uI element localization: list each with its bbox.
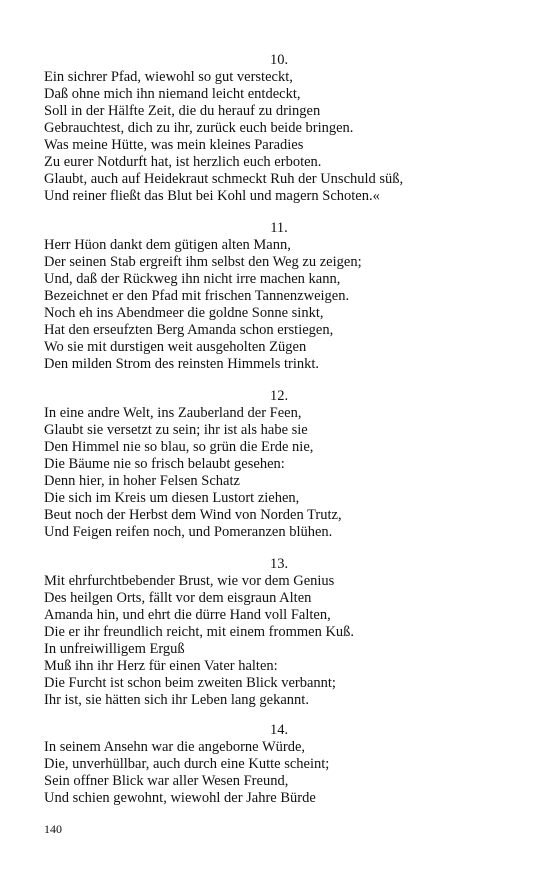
verse-line: Gebrauchtest, dich zu ihr, zurück euch beide bringen. (44, 120, 354, 136)
verse-line: Glaubt, auch auf Heidekraut schmeckt Ruh der Unschuld süß, (44, 171, 404, 187)
stanza-number: 11. (270, 220, 288, 236)
verse-line: Denn hier, in hoher Felsen Schatz (44, 473, 240, 489)
verse-line: Die sich im Kreis um diesen Lustort ziehen, (44, 490, 300, 506)
stanza-10 (44, 52, 514, 205)
verse-line: Was meine Hütte, was mein kleines Paradies (44, 137, 304, 153)
verse-line: Des heilgen Orts, fällt vor dem eisgraun Alten (44, 590, 312, 606)
verse-line: Die er ihr freundlich reicht, mit einem frommen Kuß. (44, 624, 355, 640)
verse-line: Sein offner Blick war aller Wesen Freund, (44, 773, 289, 789)
verse-line: Und schien gewohnt, wiewohl der Jahre Bürde (44, 790, 316, 806)
verse-line: Die Furcht ist schon beim zweiten Blick verbannt; (44, 675, 336, 691)
verse-line: Beut noch der Herbst dem Wind von Norden Trutz, (44, 507, 342, 523)
verse-line: Mit ehrfurchtbebender Brust, wie vor dem Genius (44, 573, 335, 589)
stanza-12 (44, 388, 514, 541)
verse-line: Noch eh ins Abendmeer die goldne Sonne sinkt, (44, 305, 324, 321)
verse-line: Ihr ist, sie hätten sich ihr Leben lang gekannt. (44, 692, 309, 708)
verse-line: Den milden Strom des reinsten Himmels trinkt. (44, 356, 320, 372)
verse-line: In unfreiwilligem Erguß (44, 641, 185, 657)
verse-line: In eine andre Welt, ins Zauberland der Feen, (44, 405, 302, 421)
stanza-13 (44, 556, 514, 709)
stanza-number: 12. (269, 388, 289, 404)
verse-line: Die Bäume nie so frisch belaubt gesehen: (44, 456, 285, 472)
verse-line: Der seinen Stab ergreift ihm selbst den Weg zu zeigen; (44, 254, 362, 270)
verse-line: Hat den erseufzten Berg Amanda schon erstiegen, (44, 322, 334, 338)
stanza-14 (44, 722, 514, 807)
verse-line: Die, unverhüllbar, auch durch eine Kutte scheint; (44, 756, 330, 772)
stanza-number: 13. (269, 556, 289, 572)
verse-line: In seinem Ansehn war die angeborne Würde, (44, 739, 306, 755)
verse-line: Herr Hüon dankt dem gütigen alten Mann, (44, 237, 291, 253)
stanza-number: 10. (269, 52, 289, 68)
verse-line: Amanda hin, und ehrt die dürre Hand voll Falten, (44, 607, 331, 623)
verse-line: Soll in der Hälfte Zeit, die du herauf zu dringen (44, 103, 321, 119)
verse-line: Und Feigen reifen noch, und Pomeranzen blühen. (44, 524, 333, 540)
verse-line: Den Himmel nie so blau, so grün die Erde nie, (44, 439, 314, 455)
verse-line: Und, daß der Rückweg ihn nicht irre machen kann, (44, 271, 341, 287)
verse-line: Bezeichnet er den Pfad mit frischen Tannenzweigen. (44, 288, 350, 304)
page-number: 140 (44, 822, 62, 836)
verse-line: Muß ihn ihr Herz für einen Vater halten: (44, 658, 278, 674)
stanza-11 (44, 220, 514, 373)
verse-line: Wo sie mit durstigen weit ausgeholten Zügen (44, 339, 307, 355)
verse-line: Glaubt sie versetzt zu sein; ihr ist als habe sie (44, 422, 308, 438)
verse-line: Zu eurer Notdurft hat, ist herzlich euch erboten. (44, 154, 322, 170)
verse-line: Und reiner fließt das Blut bei Kohl und magern Schoten.« (44, 188, 380, 204)
verse-line: Ein sichrer Pfad, wiewohl so gut versteckt, (44, 69, 293, 85)
stanza-number: 14. (269, 722, 289, 738)
verse-line: Daß ohne mich ihn niemand leicht entdeckt, (44, 86, 301, 102)
